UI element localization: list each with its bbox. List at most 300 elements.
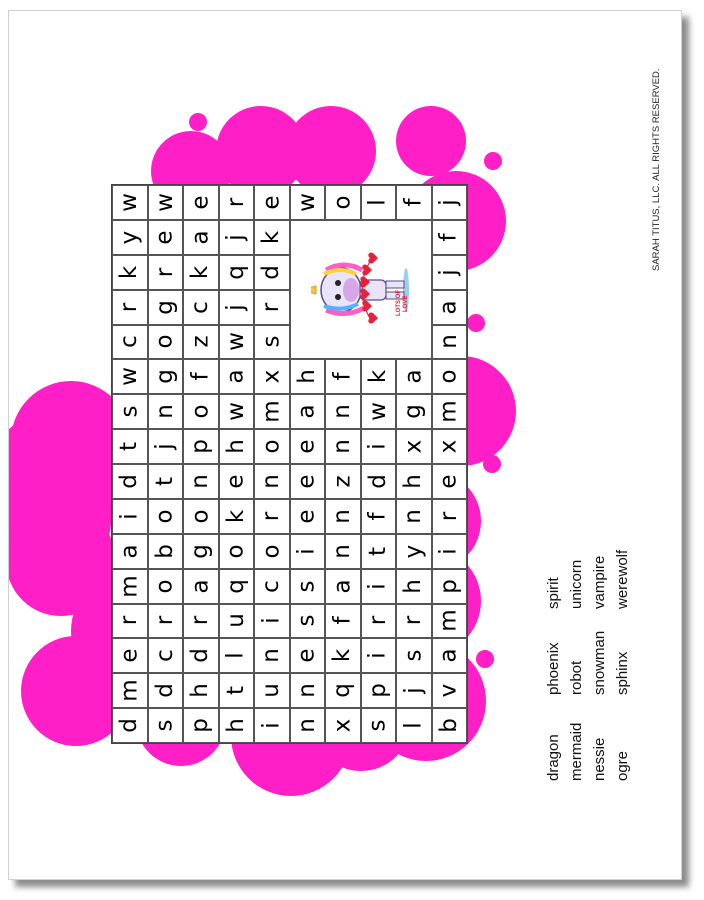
grid-letter: m — [435, 609, 462, 633]
grid-letter: r — [116, 616, 143, 626]
grid-cell — [432, 220, 468, 255]
grid-letter: g — [151, 299, 178, 315]
grid-letter: n — [435, 334, 462, 350]
grid-cell — [219, 464, 255, 499]
word-list — [542, 491, 662, 781]
grid-letter: m — [435, 400, 462, 423]
grid-cell — [361, 604, 397, 639]
grid-cell — [219, 708, 255, 743]
pink-bubble — [484, 152, 502, 170]
pink-bubble — [476, 650, 494, 668]
grid-letter: e — [293, 474, 320, 489]
grid-cell — [432, 708, 468, 743]
grid-letter: m — [116, 574, 143, 598]
grid-letter: p — [187, 718, 214, 733]
grid-cell — [361, 359, 397, 394]
word-list-item: vampire — [591, 555, 608, 609]
grid-cell — [432, 429, 468, 464]
grid-cell — [183, 429, 219, 464]
grid-cell — [219, 604, 255, 639]
grid-letter: m — [258, 400, 285, 423]
word-list-item: unicorn — [568, 559, 585, 609]
grid-letter: k — [116, 265, 143, 279]
grid-letter: t — [364, 546, 391, 556]
grid-cell — [148, 464, 184, 499]
grid-letter: o — [151, 334, 178, 349]
grid-cell — [183, 220, 219, 255]
grid-cell — [183, 708, 219, 743]
grid-letter: o — [258, 439, 285, 454]
grid-cell — [112, 185, 148, 220]
grid-letter: i — [258, 722, 285, 729]
grid-letter: e — [293, 648, 320, 663]
grid-letter: r — [151, 616, 178, 626]
grid-letter: j — [435, 268, 462, 276]
grid-letter: n — [329, 543, 356, 559]
grid-cell — [432, 638, 468, 673]
grid-cell — [290, 604, 326, 639]
grid-cell — [432, 673, 468, 708]
grid-letter: w — [116, 193, 143, 212]
grid-cell — [148, 394, 184, 429]
grid-letter: a — [329, 579, 356, 594]
grid-letter: u — [222, 613, 249, 629]
word-list-item: phoenix — [545, 642, 562, 695]
word-list-column — [542, 609, 662, 695]
grid-letter: r — [222, 197, 249, 208]
grid-letter: a — [222, 369, 249, 384]
grid-cell — [396, 638, 432, 673]
grid-cell — [325, 394, 361, 429]
grid-cell — [290, 394, 326, 429]
grid-letter: l — [400, 722, 427, 729]
grid-letter: o — [329, 195, 356, 210]
grid-cell — [254, 290, 290, 325]
grid-cell — [183, 464, 219, 499]
grid-cell — [254, 220, 290, 255]
grid-letter: i — [435, 547, 462, 555]
grid-letter: d — [151, 683, 178, 698]
grid-cell — [219, 429, 255, 464]
grid-letter: h — [222, 439, 249, 454]
grid-cell — [361, 394, 397, 429]
grid-letter: i — [258, 617, 285, 625]
grid-letter: n — [329, 509, 356, 524]
grid-cell — [183, 255, 219, 290]
grid-cell — [396, 673, 432, 708]
word-list-item: spirit — [545, 577, 562, 609]
pink-bubble — [189, 113, 207, 131]
picture-caption-2: LOVE — [402, 295, 409, 312]
grid-letter: g — [400, 404, 427, 419]
grid-cell — [396, 464, 432, 499]
grid-letter: j — [222, 303, 249, 311]
grid-letter: w — [222, 402, 249, 422]
grid-letter: x — [400, 439, 427, 454]
grid-letter: i — [364, 443, 391, 450]
grid-letter: o — [151, 509, 178, 524]
grid-letter: f — [187, 372, 214, 381]
grid-cell — [112, 394, 148, 429]
grid-letter: g — [151, 369, 178, 385]
grid-letter: f — [364, 512, 391, 521]
grid-letter: n — [400, 509, 427, 524]
grid-cell — [183, 185, 219, 220]
grid-cell — [432, 604, 468, 639]
grid-letter: o — [151, 579, 178, 594]
grid-cell — [325, 185, 361, 220]
pink-bubble — [483, 455, 501, 473]
grid-cell — [325, 429, 361, 464]
grid-letter: i — [364, 582, 391, 590]
grid-cell — [361, 185, 397, 220]
grid-cell — [112, 464, 148, 499]
grid-letter: j — [151, 443, 178, 450]
grid-letter: n — [329, 439, 356, 454]
grid-letter: o — [187, 404, 214, 419]
unicorn-icon — [311, 225, 411, 355]
grid-letter: f — [435, 233, 462, 242]
grid-letter: w — [222, 332, 249, 352]
word-list-item: nessie — [591, 737, 608, 781]
grid-letter: b — [435, 718, 462, 733]
grid-letter: s — [116, 405, 143, 418]
grid-letter: n — [258, 474, 285, 489]
grid-cell — [396, 499, 432, 534]
grid-cell — [219, 499, 255, 534]
grid-letter: a — [435, 648, 462, 663]
grid-cell — [112, 638, 148, 673]
grid-cell — [325, 464, 361, 499]
grid-letter: p — [435, 578, 462, 594]
grid-letter: x — [329, 718, 356, 733]
grid-cell — [254, 394, 290, 429]
grid-letter: j — [400, 687, 427, 694]
grid-letter: r — [258, 511, 285, 522]
grid-letter: w — [151, 193, 178, 212]
grid-letter: r — [435, 511, 462, 522]
grid-cell — [219, 359, 255, 394]
grid-letter: e — [116, 648, 143, 663]
grid-cell — [396, 185, 432, 220]
grid-letter: z — [187, 335, 214, 348]
grid-cell — [219, 569, 255, 604]
copyright-text: SARAH TITUS, LLC. ALL RIGHTS RESERVED. — [651, 68, 662, 271]
word-list-item: mermaid — [568, 722, 585, 781]
grid-cell — [254, 569, 290, 604]
grid-letter: r — [151, 267, 178, 277]
word-list-column — [542, 695, 662, 781]
grid-cell — [112, 325, 148, 360]
grid-cell — [183, 569, 219, 604]
grid-cell — [219, 185, 255, 220]
grid-letter: t — [222, 686, 249, 696]
pink-bubble — [46, 656, 66, 676]
grid-cell — [148, 673, 184, 708]
grid-letter: c — [116, 335, 143, 349]
grid-cell — [432, 499, 468, 534]
grid-cell — [112, 673, 148, 708]
grid-cell — [112, 429, 148, 464]
grid-letter: e — [293, 439, 320, 454]
worksheet-page — [8, 10, 682, 880]
grid-cell — [112, 604, 148, 639]
grid-cell — [148, 255, 184, 290]
grid-letter: r — [116, 302, 143, 312]
grid-letter: r — [187, 616, 214, 626]
grid-letter: i — [364, 652, 391, 660]
grid-letter: j — [222, 234, 249, 241]
grid-letter: n — [329, 404, 356, 419]
grid-cell — [112, 569, 148, 604]
grid-cell — [290, 359, 326, 394]
grid-cell — [290, 534, 326, 569]
grid-cell — [148, 429, 184, 464]
grid-letter: q — [222, 264, 249, 280]
grid-cell — [254, 429, 290, 464]
grid-letter: e — [151, 230, 178, 245]
grid-letter: w — [116, 367, 143, 387]
grid-cell — [112, 290, 148, 325]
grid-cell — [112, 708, 148, 743]
grid-cell — [361, 638, 397, 673]
grid-cell — [112, 534, 148, 569]
grid-cell — [254, 255, 290, 290]
grid-letter: h — [400, 474, 427, 489]
grid-letter: y — [116, 230, 143, 245]
grid-letter: e — [258, 195, 285, 210]
grid-letter: h — [187, 683, 214, 698]
grid-letter: r — [258, 302, 285, 312]
grid-cell — [183, 359, 219, 394]
grid-cell — [254, 638, 290, 673]
grid-cell — [396, 604, 432, 639]
word-search-grid — [111, 184, 468, 744]
grid-cell — [219, 220, 255, 255]
grid-letter: a — [293, 404, 320, 419]
grid-cell — [183, 638, 219, 673]
grid-cell — [219, 673, 255, 708]
grid-letter: a — [435, 300, 462, 315]
word-list-item: ogre — [614, 750, 631, 781]
grid-cell — [148, 569, 184, 604]
grid-letter: d — [364, 474, 391, 489]
grid-cell — [361, 569, 397, 604]
grid-letter: z — [329, 475, 356, 488]
grid-cell — [361, 708, 397, 743]
grid-letter: x — [258, 370, 285, 384]
grid-cell — [325, 708, 361, 743]
grid-cell — [432, 290, 468, 325]
grid-letter: s — [293, 580, 320, 593]
grid-cell — [325, 604, 361, 639]
grid-cell — [254, 185, 290, 220]
grid-letter: u — [258, 683, 285, 698]
grid-cell — [432, 325, 468, 360]
grid-letter: f — [400, 198, 427, 207]
grid-cell — [148, 534, 184, 569]
grid-letter: o — [258, 544, 285, 559]
grid-letter: i — [116, 513, 143, 520]
grid-letter: h — [222, 718, 249, 733]
grid-letter: e — [222, 474, 249, 489]
grid-cell — [325, 673, 361, 708]
picture-caption-1: LOTS OF — [395, 289, 402, 316]
grid-letter: l — [364, 199, 391, 206]
word-list-item: dragon — [545, 734, 562, 781]
grid-letter: b — [151, 543, 178, 559]
grid-cell — [148, 220, 184, 255]
grid-letter: k — [222, 509, 249, 523]
pink-bubble — [396, 106, 466, 176]
grid-cell — [183, 534, 219, 569]
grid-letter: n — [151, 404, 178, 419]
grid-letter: o — [222, 544, 249, 559]
grid-letter: c — [258, 579, 285, 593]
grid-cell — [219, 638, 255, 673]
grid-letter: n — [293, 718, 320, 733]
grid-letter: l — [222, 652, 249, 660]
grid-letter: g — [187, 543, 214, 559]
word-list-column — [542, 523, 662, 609]
grid-cell — [183, 290, 219, 325]
grid-cell — [254, 604, 290, 639]
grid-letter: t — [151, 476, 178, 486]
grid-cell — [361, 464, 397, 499]
grid-letter: n — [187, 474, 214, 489]
grid-letter: x — [435, 439, 462, 454]
word-list-item: snowman — [591, 630, 608, 695]
grid-cell — [396, 429, 432, 464]
grid-letter: d — [187, 648, 214, 664]
grid-cell — [325, 569, 361, 604]
unicorn-picture — [290, 220, 432, 360]
grid-cell — [396, 394, 432, 429]
grid-cell — [290, 708, 326, 743]
grid-cell — [325, 499, 361, 534]
grid-letter: a — [187, 579, 214, 594]
grid-cell — [325, 638, 361, 673]
grid-cell — [148, 708, 184, 743]
grid-letter: s — [293, 614, 320, 627]
grid-cell — [290, 464, 326, 499]
grid-cell — [148, 290, 184, 325]
grid-cell — [254, 673, 290, 708]
grid-cell — [148, 359, 184, 394]
grid-cell — [290, 429, 326, 464]
grid-cell — [254, 359, 290, 394]
grid-cell — [432, 569, 468, 604]
grid-letter: a — [116, 544, 143, 559]
grid-letter: f — [329, 372, 356, 381]
grid-cell — [219, 255, 255, 290]
grid-cell — [219, 394, 255, 429]
grid-cell — [396, 569, 432, 604]
grid-letter: r — [400, 616, 427, 626]
copyright-footer — [647, 51, 667, 271]
grid-cell — [219, 325, 255, 360]
grid-cell — [148, 185, 184, 220]
grid-letter: k — [364, 370, 391, 384]
grid-letter: k — [187, 265, 214, 279]
grid-cell — [112, 255, 148, 290]
grid-letter: o — [187, 509, 214, 524]
grid-cell — [290, 499, 326, 534]
grid-cell — [183, 604, 219, 639]
grid-cell — [432, 464, 468, 499]
grid-cell — [432, 255, 468, 290]
pink-bubble — [216, 106, 306, 196]
grid-letter: e — [293, 509, 320, 524]
grid-cell — [361, 429, 397, 464]
grid-letter: e — [187, 195, 214, 210]
grid-letter: s — [151, 719, 178, 732]
grid-cell — [112, 359, 148, 394]
grid-cell — [432, 534, 468, 569]
grid-cell — [254, 325, 290, 360]
grid-letter: d — [258, 264, 285, 280]
grid-letter: y — [400, 544, 427, 558]
grid-letter: e — [435, 474, 462, 489]
grid-cell — [432, 394, 468, 429]
grid-cell — [183, 499, 219, 534]
word-list-item: robot — [568, 660, 585, 695]
grid-cell — [254, 534, 290, 569]
grid-cell — [290, 638, 326, 673]
grid-cell — [219, 290, 255, 325]
pink-bubble — [467, 314, 485, 332]
grid-letter: p — [187, 439, 214, 454]
grid-cell — [432, 185, 468, 220]
grid-cell — [325, 359, 361, 394]
grid-letter: n — [293, 683, 320, 698]
grid-letter: i — [293, 547, 320, 555]
grid-cell — [361, 673, 397, 708]
grid-cell — [112, 220, 148, 255]
grid-cell — [290, 673, 326, 708]
grid-cell — [290, 569, 326, 604]
grid-cell — [396, 359, 432, 394]
grid-letter: w — [364, 402, 391, 422]
grid-letter: n — [258, 648, 285, 664]
grid-letter: h — [293, 369, 320, 385]
grid-letter: d — [116, 718, 143, 733]
grid-letter: k — [258, 230, 285, 244]
grid-cell — [254, 708, 290, 743]
grid-letter: c — [187, 300, 214, 314]
grid-letter: s — [364, 719, 391, 732]
grid-cell — [396, 534, 432, 569]
grid-letter: a — [400, 369, 427, 384]
grid-cell — [361, 534, 397, 569]
grid-letter: m — [116, 679, 143, 702]
grid-letter: o — [435, 369, 462, 384]
grid-letter: s — [400, 649, 427, 662]
grid-letter: t — [116, 442, 143, 452]
grid-letter: r — [364, 616, 391, 626]
grid-cell — [148, 325, 184, 360]
grid-letter: h — [400, 578, 427, 594]
grid-letter: d — [116, 474, 143, 489]
grid-letter: j — [435, 199, 462, 206]
grid-cell — [219, 534, 255, 569]
grid-letter: f — [329, 616, 356, 625]
grid-letter: c — [151, 649, 178, 663]
grid-cell — [183, 673, 219, 708]
word-list-item: werewolf — [614, 549, 631, 609]
grid-letter: p — [364, 683, 391, 698]
grid-cell — [325, 534, 361, 569]
